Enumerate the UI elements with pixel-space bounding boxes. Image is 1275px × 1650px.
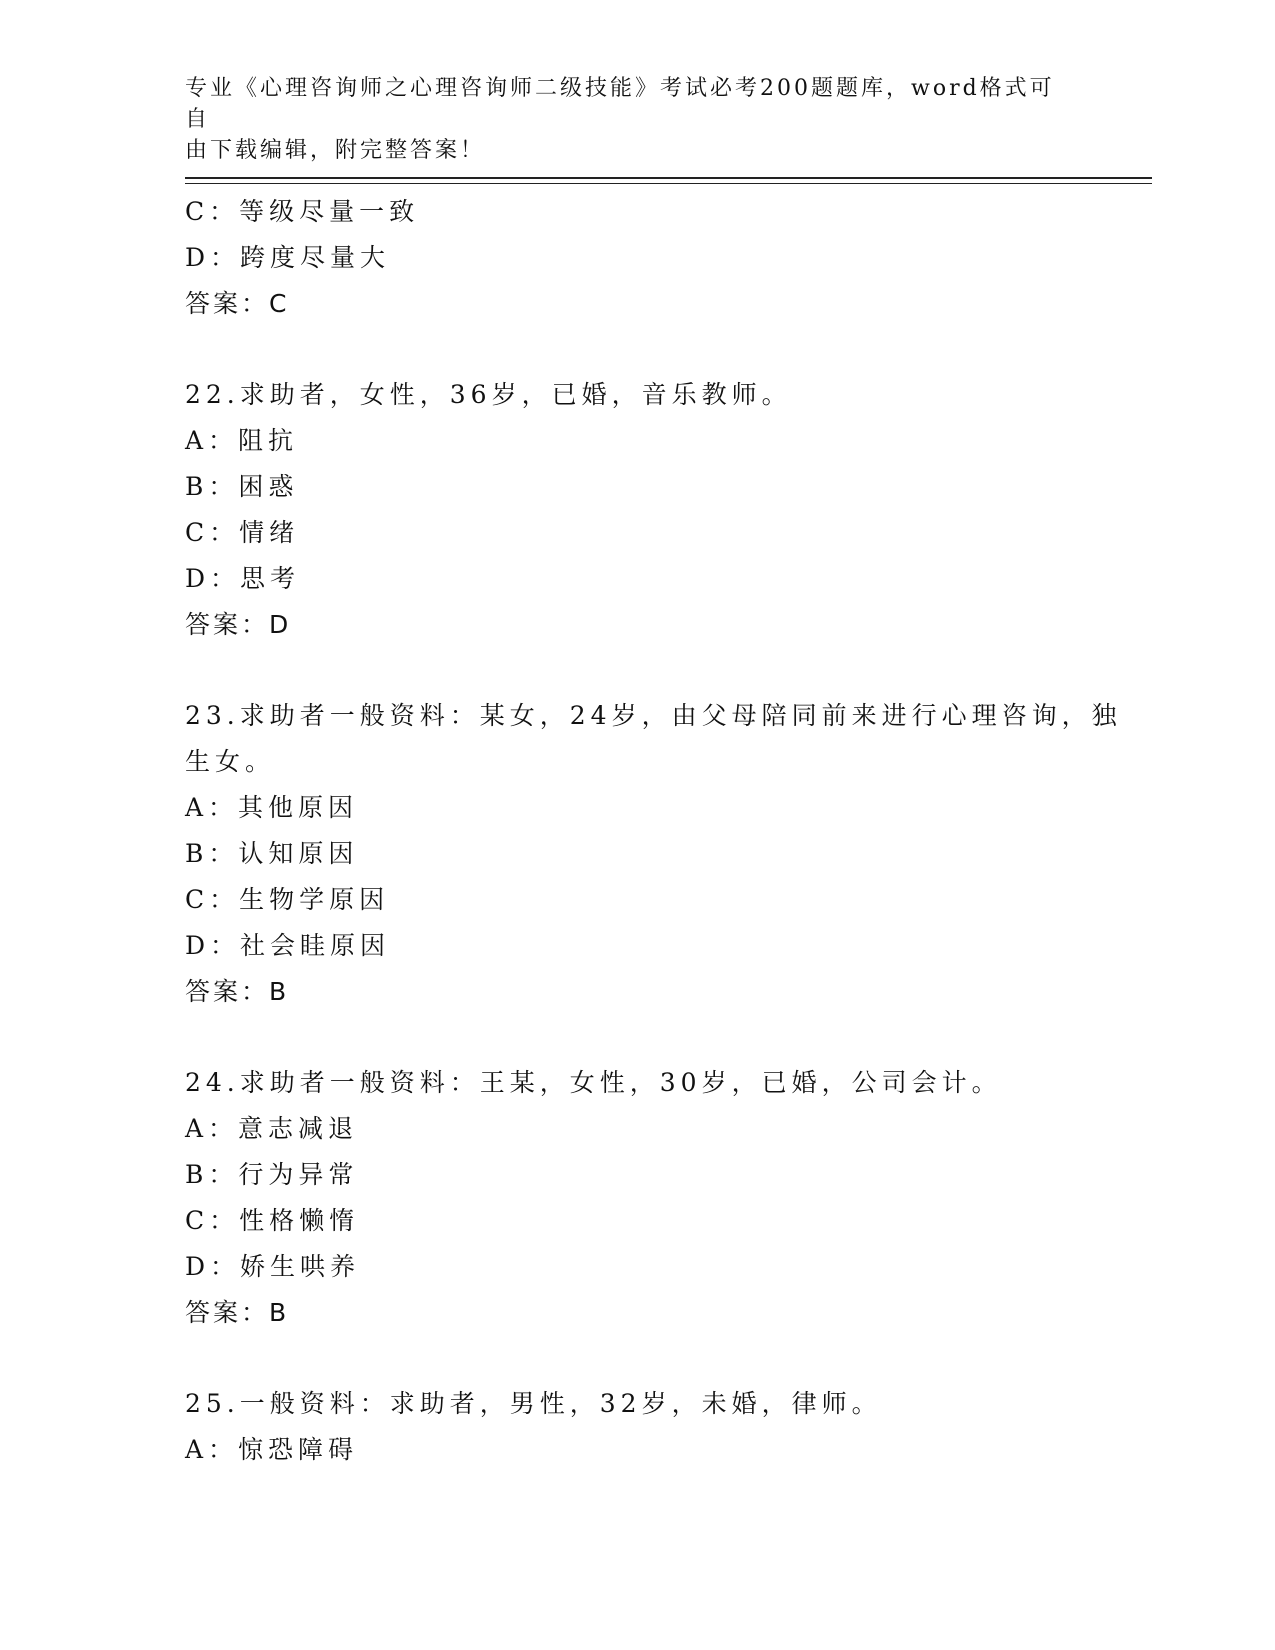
question-stem: 25.一般资料：求助者，男性，32岁，未婚，律师。 [185,1389,882,1418]
option-c: C：等级尽量一致 [185,197,420,226]
option-d: D：跨度尽量大 [185,243,391,272]
option-c: C：情绪 [185,518,300,547]
option-c: C：生物学原因 [185,885,390,914]
header-line-1: 专业《心理咨询师之心理咨询师二级技能》考试必考200题题库，word格式可自 [185,76,1055,132]
question-stem-line-2: 生女。 [185,747,276,776]
header-divider-thick [185,177,1152,179]
question-list [185,189,1122,1473]
question-23 [185,693,1122,1015]
option-d: D：思考 [185,564,301,593]
answer-line: 答案：B [185,1298,290,1327]
option-a: A：阻抗 [185,426,299,455]
option-c: C：性格懒惰 [185,1206,360,1235]
option-a: A：意志减退 [185,1114,359,1143]
option-a: A：惊恐障碍 [185,1435,359,1464]
answer-line: 答案：B [185,977,290,1006]
question-25 [185,1381,1085,1473]
question-partial [185,189,1085,327]
document-header [185,73,1065,166]
answer-line: 答案：D [185,610,292,639]
option-b: B：困惑 [185,472,299,501]
header-line-2: 由下载编辑，附完整答案！ [185,138,486,163]
option-d: D：娇生哄养 [185,1252,361,1281]
question-stem: 24.求助者一般资料：王某，女性，30岁，已婚，公司会计。 [185,1068,1002,1097]
question-22 [185,372,1085,648]
question-stem-line-1: 23.求助者一般资料：某女，24岁，由父母陪同前来进行心理咨询，独 [185,701,1122,730]
option-a: A：其他原因 [185,793,359,822]
option-d: D：社会眭原因 [185,931,391,960]
question-24 [185,1060,1085,1336]
option-b: B：认知原因 [185,839,359,868]
header-divider-thin [185,183,1152,184]
option-b: B：行为异常 [185,1160,359,1189]
question-stem: 22.求助者，女性，36岁，已婚，音乐教师。 [185,380,792,409]
answer-line: 答案：C [185,289,290,318]
